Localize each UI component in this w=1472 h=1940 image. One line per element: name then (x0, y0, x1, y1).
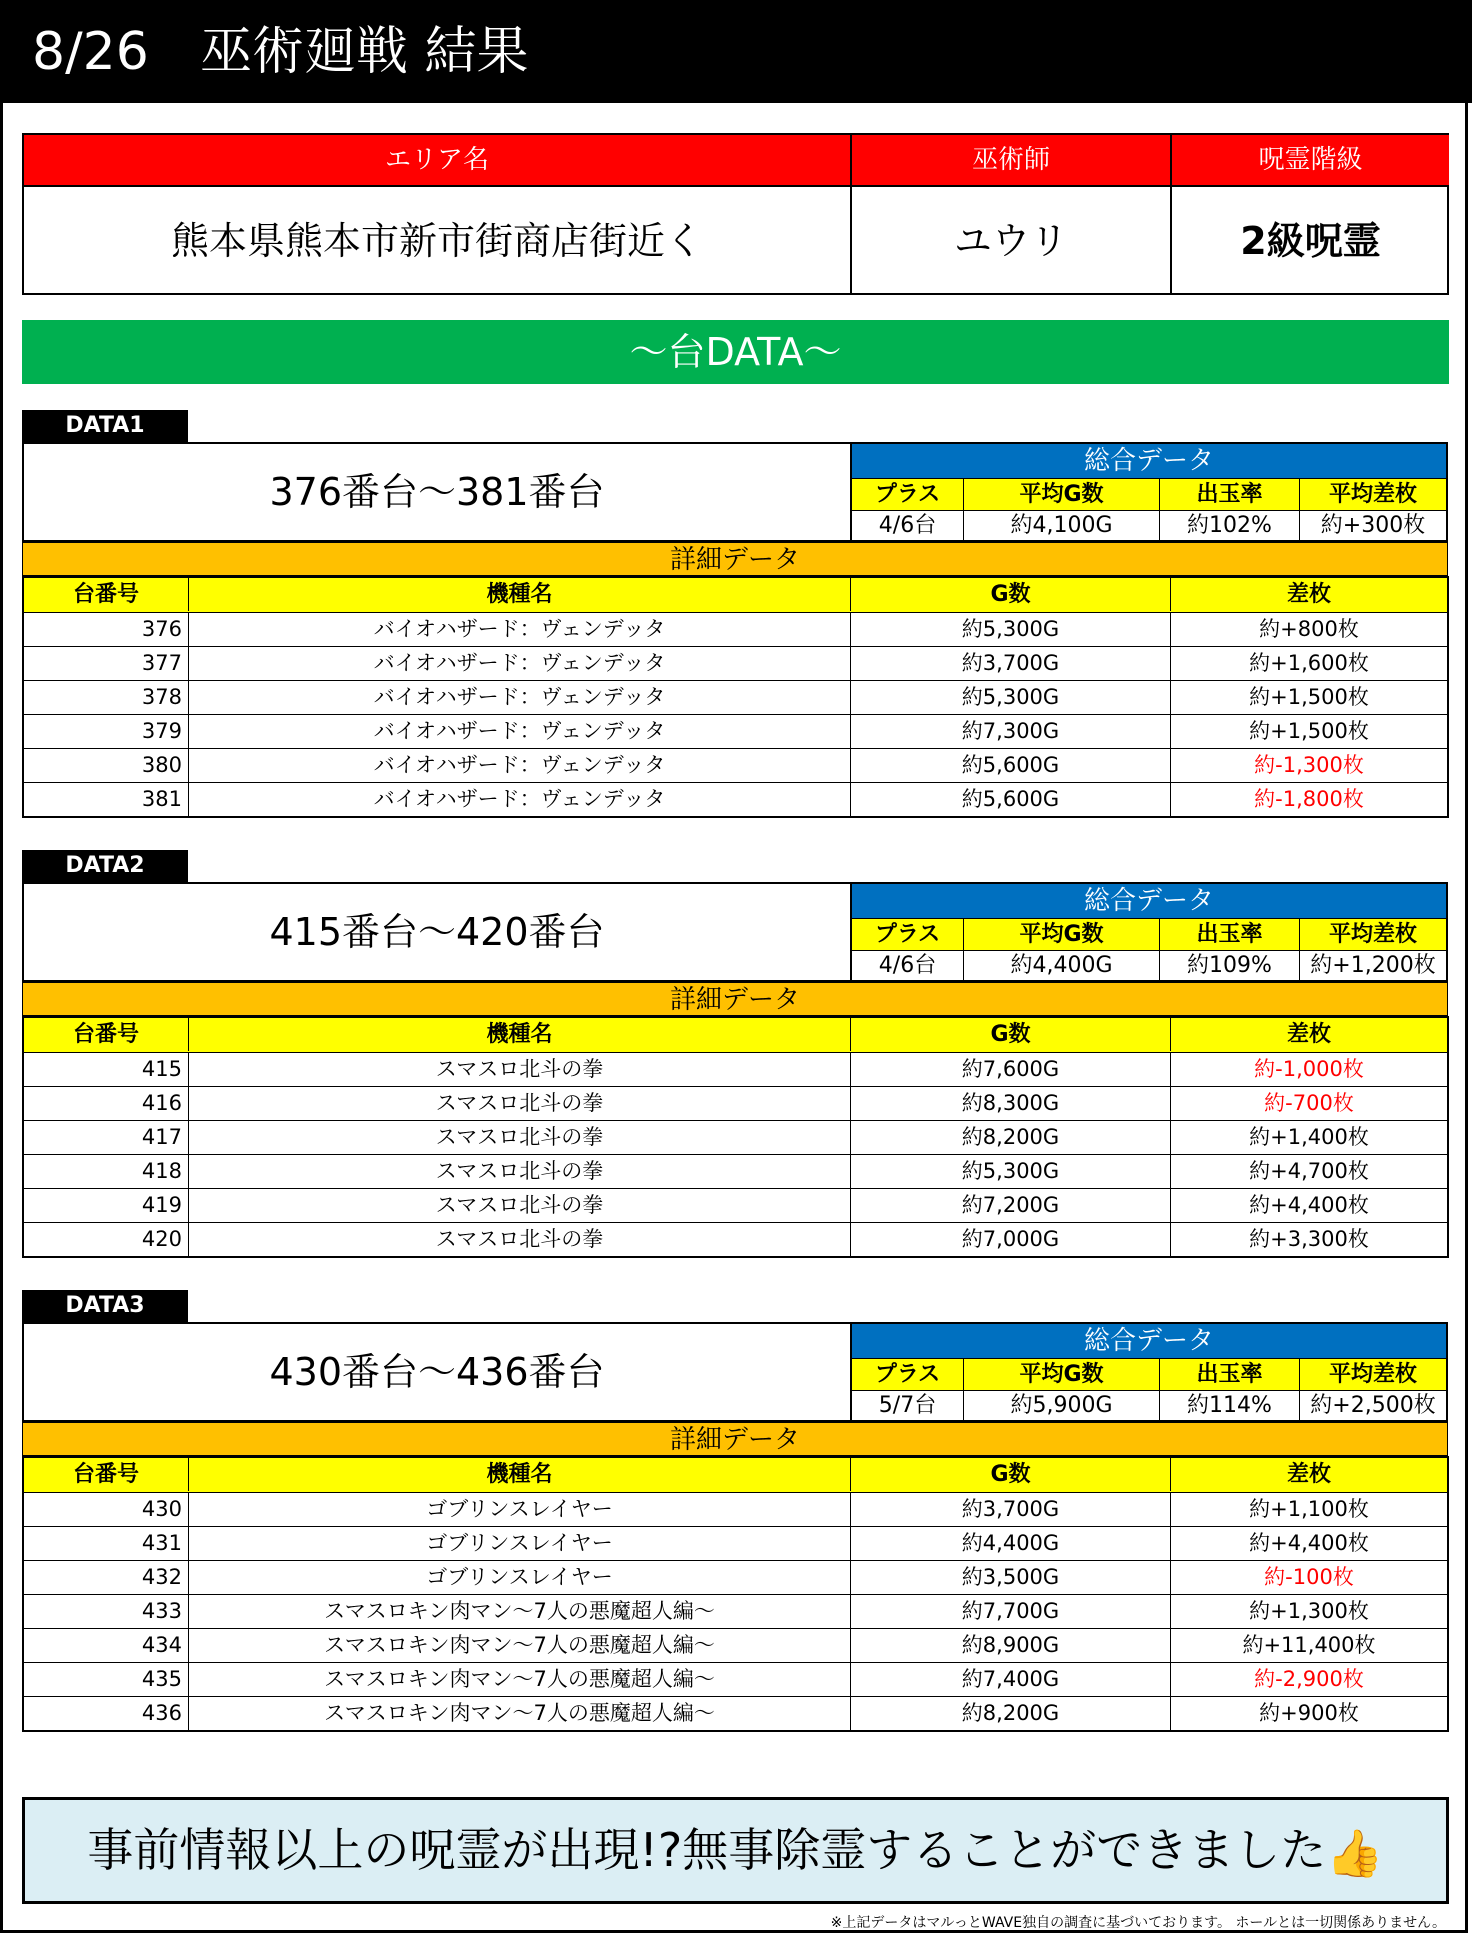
curse-grade-header: 呪霊階級 (1172, 135, 1449, 185)
machine-number: 431 (24, 1527, 189, 1560)
coin-difference: 約-1,800枚 (1254, 787, 1364, 811)
machine-model: バイオハザード：ヴェンデッタ (189, 749, 851, 782)
machine-model: バイオハザード：ヴェンデッタ (189, 681, 851, 714)
game-count: 約7,200G (851, 1189, 1171, 1222)
game-count: 約5,600G (851, 749, 1171, 782)
summary-table (850, 442, 1448, 542)
coin-difference: 約+1,400枚 (1249, 1125, 1369, 1149)
summary-header: 平均差枚 (1300, 918, 1446, 950)
coin-difference: 約+1,500枚 (1249, 719, 1369, 743)
coin-difference: 約-700枚 (1264, 1091, 1354, 1115)
table-row (24, 782, 1447, 816)
machine-model: ゴブリンスレイヤー (189, 1561, 851, 1594)
coin-difference: 約+800枚 (1259, 617, 1359, 641)
table-row (24, 1120, 1447, 1154)
thumbs-up-icon: 👍 (1326, 1826, 1384, 1880)
summary-value: 約102% (1160, 510, 1300, 540)
table-row (24, 612, 1447, 646)
game-count: 約3,700G (851, 647, 1171, 680)
machine-number: 378 (24, 681, 189, 714)
curse-grade-value: 2級呪霊 (1240, 219, 1381, 263)
game-count: 約7,700G (851, 1595, 1171, 1628)
machine-number: 434 (24, 1629, 189, 1662)
summary-table (850, 1322, 1448, 1422)
table-row (24, 748, 1447, 782)
coin-difference: 約+11,400枚 (1242, 1633, 1376, 1657)
machine-model: バイオハザード：ヴェンデッタ (189, 613, 851, 646)
column-header: G数 (851, 1458, 1171, 1491)
table-header-row (24, 578, 1447, 612)
data-banner: ～台DATA～ (22, 320, 1449, 384)
machine-model: バイオハザード：ヴェンデッタ (189, 647, 851, 680)
summary-value: 約114% (1160, 1390, 1300, 1420)
info-table (22, 133, 1449, 295)
game-count: 約8,300G (851, 1087, 1171, 1120)
header-date: 8/26 (32, 22, 149, 82)
game-count: 約8,200G (851, 1121, 1171, 1154)
coin-difference: 約-1,000枚 (1254, 1057, 1364, 1081)
machine-number: 430 (24, 1493, 189, 1526)
machine-number: 420 (24, 1223, 189, 1256)
machine-model: スマスロキン肉マン～7人の悪魔超人編～ (189, 1629, 851, 1662)
summary-value: 約5,900G (964, 1390, 1160, 1420)
machine-range: 376番台～381番台 (22, 442, 852, 542)
machine-number: 415 (24, 1053, 189, 1086)
summary-header: 出玉率 (1160, 918, 1300, 950)
summary-value: 5/7台 (852, 1390, 964, 1420)
detail-table (22, 1456, 1449, 1732)
summary-table (850, 882, 1448, 982)
machine-model: スマスロ北斗の拳 (189, 1087, 851, 1120)
summary-title: 総合データ (852, 444, 1446, 478)
table-row (24, 1222, 1447, 1256)
summary-value: 4/6台 (852, 510, 964, 540)
game-count: 約7,400G (851, 1663, 1171, 1696)
game-count: 約5,300G (851, 613, 1171, 646)
machine-number: 432 (24, 1561, 189, 1594)
game-count: 約7,300G (851, 715, 1171, 748)
machine-number: 416 (24, 1087, 189, 1120)
summary-value: 約+2,500枚 (1300, 1390, 1446, 1420)
machine-number: 419 (24, 1189, 189, 1222)
summary-header: 出玉率 (1160, 478, 1300, 510)
machine-model: スマスロ北斗の拳 (189, 1155, 851, 1188)
game-count: 約5,600G (851, 783, 1171, 816)
machine-range: 415番台～420番台 (22, 882, 852, 982)
table-row (24, 1086, 1447, 1120)
detail-table (22, 1016, 1449, 1258)
table-row (24, 1526, 1447, 1560)
machine-model: ゴブリンスレイヤー (189, 1493, 851, 1526)
machine-number: 435 (24, 1663, 189, 1696)
result-message-text: 事前情報以上の呪霊が出現!?無事除霊することができました (87, 1823, 1327, 1877)
summary-header: 平均G数 (964, 918, 1160, 950)
table-row (24, 1492, 1447, 1526)
table-row (24, 646, 1447, 680)
coin-difference: 約-2,900枚 (1254, 1667, 1364, 1691)
summary-value: 約+1,200枚 (1300, 950, 1446, 980)
sorcerer-value: ユウリ (852, 187, 1172, 295)
detail-table (22, 576, 1449, 818)
column-header: 機種名 (189, 1458, 851, 1491)
column-header: G数 (851, 578, 1171, 611)
header-title: 巫術廻戦 結果 (200, 22, 529, 82)
data-tag: DATA3 (22, 1290, 188, 1322)
table-row (24, 714, 1447, 748)
coin-difference: 約+3,300枚 (1249, 1227, 1369, 1251)
column-header: 台番号 (24, 578, 189, 611)
coin-difference: 約+1,600枚 (1249, 651, 1369, 675)
machine-model: バイオハザード：ヴェンデッタ (189, 715, 851, 748)
result-message (22, 1797, 1449, 1904)
coin-difference: 約+4,400枚 (1249, 1531, 1369, 1555)
summary-header: 平均差枚 (1300, 1358, 1446, 1390)
column-header: 台番号 (24, 1018, 189, 1051)
summary-value: 約4,400G (964, 950, 1160, 980)
machine-model: スマスロキン肉マン～7人の悪魔超人編～ (189, 1697, 851, 1730)
data-tag: DATA2 (22, 850, 188, 882)
sorcerer-header: 巫術師 (852, 135, 1172, 185)
table-row (24, 1188, 1447, 1222)
table-header-row (24, 1018, 1447, 1052)
game-count: 約8,900G (851, 1629, 1171, 1662)
summary-value: 約4,100G (964, 510, 1160, 540)
game-count: 約7,600G (851, 1053, 1171, 1086)
table-row (24, 1628, 1447, 1662)
column-header: 機種名 (189, 1018, 851, 1051)
machine-number: 377 (24, 647, 189, 680)
column-header: G数 (851, 1018, 1171, 1051)
game-count: 約7,000G (851, 1223, 1171, 1256)
game-count: 約3,700G (851, 1493, 1171, 1526)
summary-value: 4/6台 (852, 950, 964, 980)
machine-number: 418 (24, 1155, 189, 1188)
detail-title: 詳細データ (22, 982, 1448, 1016)
machine-number: 381 (24, 783, 189, 816)
table-row (24, 1696, 1447, 1730)
summary-title: 総合データ (852, 1324, 1446, 1358)
coin-difference: 約+4,700枚 (1249, 1159, 1369, 1183)
column-header: 差枚 (1286, 1462, 1331, 1487)
machine-number: 417 (24, 1121, 189, 1154)
footer-note: ※上記データはマルっとWAVE独自の調査に基づいております。 ホールとは一切関係ありません。 (830, 1915, 1446, 1931)
area-header: エリア名 (24, 135, 852, 185)
coin-difference: 約+1,100枚 (1249, 1497, 1369, 1521)
coin-difference: 約+1,300枚 (1249, 1599, 1369, 1623)
summary-header: 出玉率 (1160, 1358, 1300, 1390)
coin-difference: 約+900枚 (1259, 1701, 1359, 1725)
column-header: 機種名 (189, 578, 851, 611)
machine-model: スマスロキン肉マン～7人の悪魔超人編～ (189, 1595, 851, 1628)
summary-title: 総合データ (852, 884, 1446, 918)
coin-difference: 約+4,400枚 (1249, 1193, 1369, 1217)
machine-model: バイオハザード：ヴェンデッタ (189, 783, 851, 816)
table-row (24, 1052, 1447, 1086)
table-row (24, 680, 1447, 714)
table-row (24, 1662, 1447, 1696)
game-count: 約8,200G (851, 1697, 1171, 1730)
table-row (24, 1560, 1447, 1594)
page-header (0, 0, 1472, 103)
machine-number: 433 (24, 1595, 189, 1628)
machine-number: 380 (24, 749, 189, 782)
machine-model: スマスロ北斗の拳 (189, 1189, 851, 1222)
machine-model: スマスロ北斗の拳 (189, 1053, 851, 1086)
summary-value: 約+300枚 (1300, 510, 1446, 540)
column-header: 差枚 (1286, 582, 1331, 607)
coin-difference: 約+1,500枚 (1249, 685, 1369, 709)
table-row (24, 1594, 1447, 1628)
game-count: 約5,300G (851, 681, 1171, 714)
summary-header: プラス (852, 1358, 964, 1390)
table-header-row (24, 1458, 1447, 1492)
summary-header: 平均差枚 (1300, 478, 1446, 510)
column-header: 差枚 (1286, 1022, 1331, 1047)
summary-header: プラス (852, 478, 964, 510)
summary-value: 約109% (1160, 950, 1300, 980)
machine-model: ゴブリンスレイヤー (189, 1527, 851, 1560)
machine-model: スマスロ北斗の拳 (189, 1121, 851, 1154)
machine-range: 430番台～436番台 (22, 1322, 852, 1422)
machine-model: スマスロ北斗の拳 (189, 1223, 851, 1256)
table-row (24, 1154, 1447, 1188)
summary-header: 平均G数 (964, 478, 1160, 510)
detail-title: 詳細データ (22, 1422, 1448, 1456)
data-tag: DATA1 (22, 410, 188, 442)
game-count: 約3,500G (851, 1561, 1171, 1594)
machine-number: 436 (24, 1697, 189, 1730)
summary-header: 平均G数 (964, 1358, 1160, 1390)
machine-number: 379 (24, 715, 189, 748)
machine-model: スマスロキン肉マン～7人の悪魔超人編～ (189, 1663, 851, 1696)
coin-difference: 約-100枚 (1264, 1565, 1354, 1589)
game-count: 約4,400G (851, 1527, 1171, 1560)
game-count: 約5,300G (851, 1155, 1171, 1188)
machine-number: 376 (24, 613, 189, 646)
detail-title: 詳細データ (22, 542, 1448, 576)
coin-difference: 約-1,300枚 (1254, 753, 1364, 777)
summary-header: プラス (852, 918, 964, 950)
column-header: 台番号 (24, 1458, 189, 1491)
area-value: 熊本県熊本市新市街商店街近く (24, 187, 852, 295)
